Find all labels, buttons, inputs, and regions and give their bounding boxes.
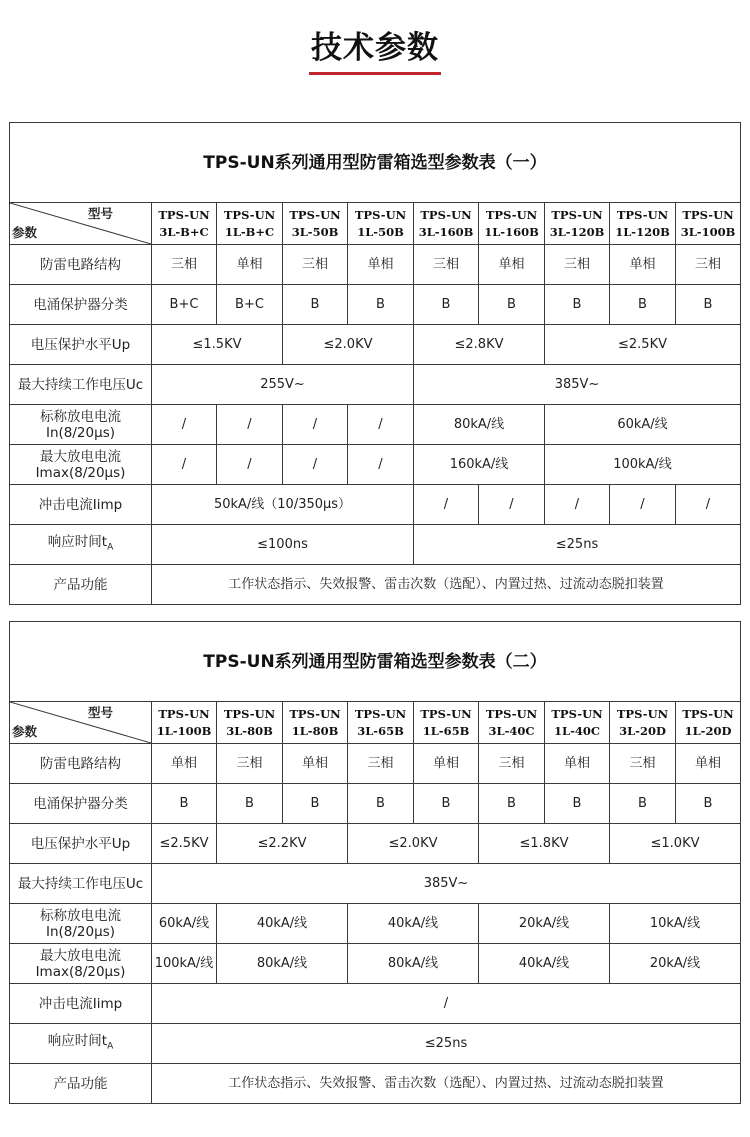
value-cell: ≤1.0KV xyxy=(610,824,741,864)
table-title: TPS-UN系列通用型防雷箱选型参数表（二） xyxy=(10,622,741,702)
title-underline xyxy=(309,72,441,75)
row-imax xyxy=(10,944,741,984)
value-cell: 三相 xyxy=(545,245,610,285)
value-cell: 单相 xyxy=(676,744,741,784)
model-cell: TPS-UN 1L-160B xyxy=(479,203,545,245)
value-cell: B xyxy=(610,285,676,325)
row-function xyxy=(10,565,741,605)
value-cell: / xyxy=(217,445,283,485)
value-cell: B xyxy=(283,285,348,325)
value-cell: B xyxy=(414,285,479,325)
value-cell: 单相 xyxy=(610,245,676,285)
value-cell: B+C xyxy=(152,285,217,325)
table-title: TPS-UN系列通用型防雷箱选型参数表（一） xyxy=(10,123,741,203)
value-cell: / xyxy=(610,485,676,525)
value-cell: 三相 xyxy=(348,744,414,784)
value-cell: 单相 xyxy=(152,744,217,784)
row-structure xyxy=(10,245,741,285)
value-cell: B xyxy=(479,285,545,325)
row-label: 最大持续工作电压Uc xyxy=(10,365,152,405)
value-cell: 100kA/线 xyxy=(152,944,217,984)
model-cell: TPS-UN 3L-120B xyxy=(545,203,610,245)
value-cell: 三相 xyxy=(217,744,283,784)
value-cell: ≤2.0KV xyxy=(283,325,414,365)
value-cell: 三相 xyxy=(414,245,479,285)
value-cell: 50kA/线（10/350μs） xyxy=(152,485,414,525)
value-cell: / xyxy=(545,485,610,525)
value-cell: ≤100ns xyxy=(152,525,414,565)
row-label: 防雷电路结构 xyxy=(10,744,152,784)
value-cell: 三相 xyxy=(610,744,676,784)
row-up xyxy=(10,824,741,864)
value-cell: ≤1.8KV xyxy=(479,824,610,864)
row-label: 最大放电电流 Imax(8/20μs) xyxy=(10,445,152,485)
value-cell: B xyxy=(217,784,283,824)
model-cell: TPS-UN 3L-65B xyxy=(348,702,414,744)
value-cell: 工作状态指示、失效报警、雷击次数（选配）、内置过热、过流动态脱扣装置 xyxy=(152,565,741,605)
row-label: 防雷电路结构 xyxy=(10,245,152,285)
model-cell: TPS-UN 1L-40C xyxy=(545,702,610,744)
row-structure xyxy=(10,744,741,784)
value-cell: 80kA/线 xyxy=(348,944,479,984)
row-category xyxy=(10,784,741,824)
row-uc xyxy=(10,864,741,904)
value-cell: 160kA/线 xyxy=(414,445,545,485)
value-cell: 单相 xyxy=(217,245,283,285)
value-cell: B xyxy=(479,784,545,824)
value-cell: 385V~ xyxy=(414,365,741,405)
value-cell: 100kA/线 xyxy=(545,445,741,485)
row-label: 电压保护水平Up xyxy=(10,824,152,864)
row-in xyxy=(10,405,741,445)
value-cell: 20kA/线 xyxy=(610,944,741,984)
row-ta xyxy=(10,1024,741,1064)
value-cell: 40kA/线 xyxy=(348,904,479,944)
row-imax xyxy=(10,445,741,485)
value-cell: B xyxy=(414,784,479,824)
header-model-label: 型号 xyxy=(87,206,113,221)
row-label: 产品功能 xyxy=(10,1064,152,1104)
row-label: 最大放电电流 Imax(8/20μs) xyxy=(10,944,152,984)
spec-table-2 xyxy=(9,621,741,1104)
row-function xyxy=(10,1064,741,1104)
row-uc xyxy=(10,365,741,405)
header-model-label: 型号 xyxy=(87,705,113,720)
value-cell: 80kA/线 xyxy=(217,944,348,984)
row-label: 电涌保护器分类 xyxy=(10,285,152,325)
value-cell: 三相 xyxy=(283,245,348,285)
value-cell: / xyxy=(348,445,414,485)
value-cell: 80kA/线 xyxy=(414,405,545,445)
row-in xyxy=(10,904,741,944)
value-cell: ≤25ns xyxy=(152,1024,741,1064)
value-cell: B xyxy=(152,784,217,824)
row-up xyxy=(10,325,741,365)
row-label: 产品功能 xyxy=(10,565,152,605)
row-label: 响应时间$t_A$ xyxy=(10,1024,152,1064)
value-cell: 三相 xyxy=(152,245,217,285)
row-category xyxy=(10,285,741,325)
row-label: 电涌保护器分类 xyxy=(10,784,152,824)
value-cell: / xyxy=(217,405,283,445)
row-label: 标称放电电流 In(8/20μs) xyxy=(10,904,152,944)
value-cell: B xyxy=(610,784,676,824)
row-label: 最大持续工作电压Uc xyxy=(10,864,152,904)
value-cell: 三相 xyxy=(479,744,545,784)
model-cell: TPS-UN 3L-20D xyxy=(610,702,676,744)
value-cell: 60kA/线 xyxy=(152,904,217,944)
value-cell: / xyxy=(152,405,217,445)
value-cell: 385V~ xyxy=(152,864,741,904)
value-cell: ≤2.2KV xyxy=(217,824,348,864)
page-title: 技术参数 xyxy=(311,30,439,66)
value-cell: / xyxy=(152,984,741,1024)
value-cell: / xyxy=(479,485,545,525)
row-iimp xyxy=(10,984,741,1024)
value-cell: 工作状态指示、失效报警、雷击次数（选配）、内置过热、过流动态脱扣装置 xyxy=(152,1064,741,1104)
value-cell: ≤1.5KV xyxy=(152,325,283,365)
value-cell: / xyxy=(414,485,479,525)
value-cell: 10kA/线 xyxy=(610,904,741,944)
row-label: 冲击电流Iimp xyxy=(10,485,152,525)
value-cell: / xyxy=(283,405,348,445)
model-cell: TPS-UN 1L-120B xyxy=(610,203,676,245)
value-cell: B xyxy=(348,285,414,325)
value-cell: 20kA/线 xyxy=(479,904,610,944)
header-diagonal-cell xyxy=(10,702,152,744)
model-cell: TPS-UN 1L-100B xyxy=(152,702,217,744)
model-cell: TPS-UN 3L-160B xyxy=(414,203,479,245)
value-cell: 单相 xyxy=(545,744,610,784)
model-cell: TPS-UN 3L-40C xyxy=(479,702,545,744)
row-label: 冲击电流Iimp xyxy=(10,984,152,1024)
value-cell: B xyxy=(348,784,414,824)
value-cell: 60kA/线 xyxy=(545,405,741,445)
value-cell: ≤2.8KV xyxy=(414,325,545,365)
value-cell: 255V~ xyxy=(152,365,414,405)
row-iimp xyxy=(10,485,741,525)
value-cell: B xyxy=(283,784,348,824)
value-cell: B+C xyxy=(217,285,283,325)
value-cell: B xyxy=(676,784,741,824)
model-cell: TPS-UN 1L-50B xyxy=(348,203,414,245)
header-param-label: 参数 xyxy=(12,225,38,240)
value-cell: B xyxy=(545,784,610,824)
model-cell: TPS-UN 3L-50B xyxy=(283,203,348,245)
value-cell: 40kA/线 xyxy=(217,904,348,944)
value-cell: 单相 xyxy=(414,744,479,784)
model-cell: TPS-UN 1L-20D xyxy=(676,702,741,744)
value-cell: 单相 xyxy=(479,245,545,285)
model-cell: TPS-UN 3L-80B xyxy=(217,702,283,744)
value-cell: 单相 xyxy=(348,245,414,285)
spec-table-1 xyxy=(9,122,741,605)
row-label: 响应时间$t_A$ xyxy=(10,525,152,565)
value-cell: / xyxy=(152,445,217,485)
value-cell: ≤2.5KV xyxy=(152,824,217,864)
value-cell: / xyxy=(676,485,741,525)
value-cell: 40kA/线 xyxy=(479,944,610,984)
value-cell: / xyxy=(283,445,348,485)
header-param-label: 参数 xyxy=(12,724,38,739)
value-cell: B xyxy=(545,285,610,325)
model-cell: TPS-UN 3L-100B xyxy=(676,203,741,245)
row-label: 电压保护水平Up xyxy=(10,325,152,365)
model-cell: TPS-UN 1L-80B xyxy=(283,702,348,744)
row-label: 标称放电电流 In(8/20μs) xyxy=(10,405,152,445)
value-cell: / xyxy=(348,405,414,445)
model-cell: TPS-UN 3L-B+C xyxy=(152,203,217,245)
value-cell: 三相 xyxy=(676,245,741,285)
value-cell: ≤25ns xyxy=(414,525,741,565)
value-cell: ≤2.0KV xyxy=(348,824,479,864)
model-cell: TPS-UN 1L-65B xyxy=(414,702,479,744)
value-cell: ≤2.5KV xyxy=(545,325,741,365)
value-cell: B xyxy=(676,285,741,325)
value-cell: 单相 xyxy=(283,744,348,784)
header-diagonal-cell xyxy=(10,203,152,245)
row-ta xyxy=(10,525,741,565)
model-cell: TPS-UN 1L-B+C xyxy=(217,203,283,245)
